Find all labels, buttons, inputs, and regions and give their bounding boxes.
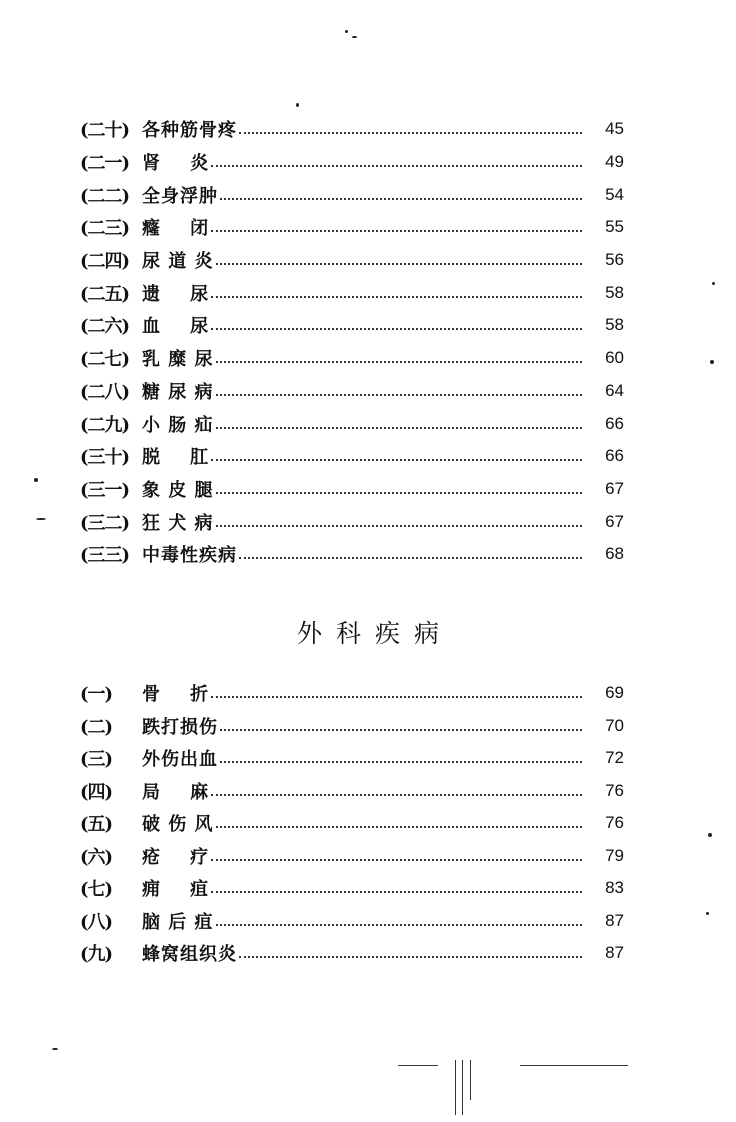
entry-page: 76: [605, 780, 624, 800]
entry-number: (二十): [80, 120, 130, 142]
entry-page: 66: [605, 446, 624, 466]
entry-page: 76: [605, 813, 624, 833]
dot-leader: [239, 132, 582, 134]
dot-leader: [216, 924, 582, 926]
entry-number: (二六): [80, 316, 130, 338]
scan-speck: [52, 1048, 58, 1050]
dot-leader: [211, 328, 582, 330]
dot-leader: [211, 459, 582, 461]
footer-mark: [462, 1060, 463, 1115]
entry-number: (九): [80, 944, 113, 966]
dot-leader: [211, 230, 582, 232]
dot-leader: [220, 198, 582, 200]
toc-entry: [80, 937, 624, 970]
toc-entry: [80, 840, 624, 873]
entry-number: (三十): [80, 447, 130, 469]
entry-title: 脑 后 疽: [142, 911, 214, 933]
toc-entry: [80, 178, 624, 211]
entry-number: (三三): [80, 545, 130, 567]
toc-entry: [80, 375, 624, 408]
dot-leader: [211, 696, 582, 698]
entry-page: 70: [605, 715, 624, 735]
footer-rule: [398, 1065, 438, 1066]
entry-number: (二三): [80, 218, 130, 240]
entry-page: 87: [605, 910, 624, 930]
scan-speck: [36, 518, 46, 520]
scan-speck: [296, 103, 299, 107]
entry-page: 67: [605, 511, 624, 531]
toc-entry: [80, 742, 624, 775]
entry-title: 癃 闭: [142, 218, 210, 240]
scan-speck: [352, 36, 357, 38]
entry-title: 遗 尿: [142, 283, 210, 305]
entry-page: 79: [605, 845, 624, 865]
dot-leader: [220, 761, 582, 763]
entry-number: (三一): [80, 479, 130, 501]
dot-leader: [216, 525, 582, 527]
dot-leader: [220, 729, 582, 731]
dot-leader: [239, 956, 582, 958]
scan-speck: [345, 30, 348, 33]
toc-entry: [80, 775, 624, 808]
toc-entry: [80, 276, 624, 309]
entry-page: 69: [605, 683, 624, 703]
entry-title: 糖 尿 病: [142, 381, 214, 403]
dot-leader: [211, 891, 582, 893]
toc-entry: [80, 113, 624, 146]
entry-number: (八): [80, 911, 113, 933]
scan-speck: [34, 478, 38, 482]
entry-title: 尿 道 炎: [142, 251, 214, 273]
toc-entry: [80, 146, 624, 179]
entry-title: 乳 糜 尿: [142, 349, 214, 371]
entry-number: (三二): [80, 512, 130, 534]
entry-page: 58: [605, 315, 624, 335]
entry-number: (四): [80, 781, 113, 803]
entry-number: (五): [80, 814, 113, 836]
toc-entry: [80, 677, 624, 710]
entry-title: 骨 折: [142, 684, 210, 706]
toc-entry: [80, 538, 624, 571]
entry-number: (二七): [80, 349, 130, 371]
entry-page: 72: [605, 748, 624, 768]
scan-speck: [712, 282, 715, 285]
entry-page: 87: [605, 943, 624, 963]
dot-leader: [216, 394, 582, 396]
entry-number: (七): [80, 879, 113, 901]
dot-leader: [216, 427, 582, 429]
entry-title: 中毒性疾病: [142, 545, 237, 567]
dot-leader: [211, 165, 582, 167]
toc-entry: [80, 905, 624, 938]
toc-entry: [80, 407, 624, 440]
entry-title: 象 皮 腿: [142, 479, 214, 501]
entry-number: (二九): [80, 414, 130, 436]
toc-entry: [80, 440, 624, 473]
entry-number: (二五): [80, 283, 130, 305]
entry-number: (二): [80, 716, 113, 738]
entry-page: 83: [605, 878, 624, 898]
entry-title: 狂 犬 病: [142, 512, 214, 534]
entry-page: 68: [605, 544, 624, 564]
entry-page: 49: [605, 152, 624, 172]
scan-speck: [710, 360, 714, 364]
entry-number: (三): [80, 749, 113, 771]
toc-entry: [80, 309, 624, 342]
entry-page: 58: [605, 282, 624, 302]
entry-title: 局 麻: [142, 781, 210, 803]
entry-page: 56: [605, 250, 624, 270]
entry-page: 60: [605, 348, 624, 368]
toc-entry: [80, 244, 624, 277]
entry-number: (二二): [80, 185, 130, 207]
scan-speck: [708, 833, 712, 837]
dot-leader: [211, 859, 582, 861]
dot-leader: [216, 826, 582, 828]
entry-page: 54: [605, 184, 624, 204]
toc-entry: [80, 342, 624, 375]
entry-title: 小 肠 疝: [142, 414, 214, 436]
entry-number: (二一): [80, 153, 130, 175]
entry-page: 64: [605, 380, 624, 400]
entry-title: 各种筋骨疼: [142, 120, 237, 142]
toc-entry: [80, 807, 624, 840]
entry-title: 跌打损伤: [142, 716, 218, 738]
dot-leader: [216, 361, 582, 363]
footer-rule: [520, 1065, 628, 1066]
toc-entry: [80, 872, 624, 905]
entry-title: 外伤出血: [142, 749, 218, 771]
entry-page: 45: [605, 119, 624, 139]
entry-number: (二四): [80, 251, 130, 273]
toc-entry: [80, 473, 624, 506]
entry-page: 66: [605, 413, 624, 433]
entry-title: 肾 炎: [142, 153, 210, 175]
entry-title: 蜂窝组织炎: [142, 944, 237, 966]
dot-leader: [211, 296, 582, 298]
dot-leader: [239, 557, 582, 559]
entry-number: (六): [80, 846, 113, 868]
toc-entry: [80, 710, 624, 743]
entry-title: 破 伤 风: [142, 814, 214, 836]
entry-title: 脱 肛: [142, 447, 210, 469]
dot-leader: [216, 492, 582, 494]
entry-page: 55: [605, 217, 624, 237]
entry-page: 67: [605, 478, 624, 498]
scan-speck: [706, 912, 709, 915]
dot-leader: [216, 263, 582, 265]
entry-title: 痈 疽: [142, 879, 210, 901]
footer-mark: [455, 1060, 456, 1115]
toc-entry: [80, 505, 624, 538]
footer-mark: [470, 1060, 471, 1100]
toc-section-surgical: [80, 677, 624, 970]
dot-leader: [211, 794, 582, 796]
entry-number: (二八): [80, 381, 130, 403]
toc-section-internal: [80, 113, 624, 571]
toc-entry: [80, 211, 624, 244]
entry-title: 全身浮肿: [142, 185, 218, 207]
section-heading-surgical-diseases: 外科疾病: [296, 619, 453, 648]
entry-title: 血 尿: [142, 316, 210, 338]
entry-title: 疮 疗: [142, 846, 210, 868]
entry-number: (一): [80, 684, 113, 706]
